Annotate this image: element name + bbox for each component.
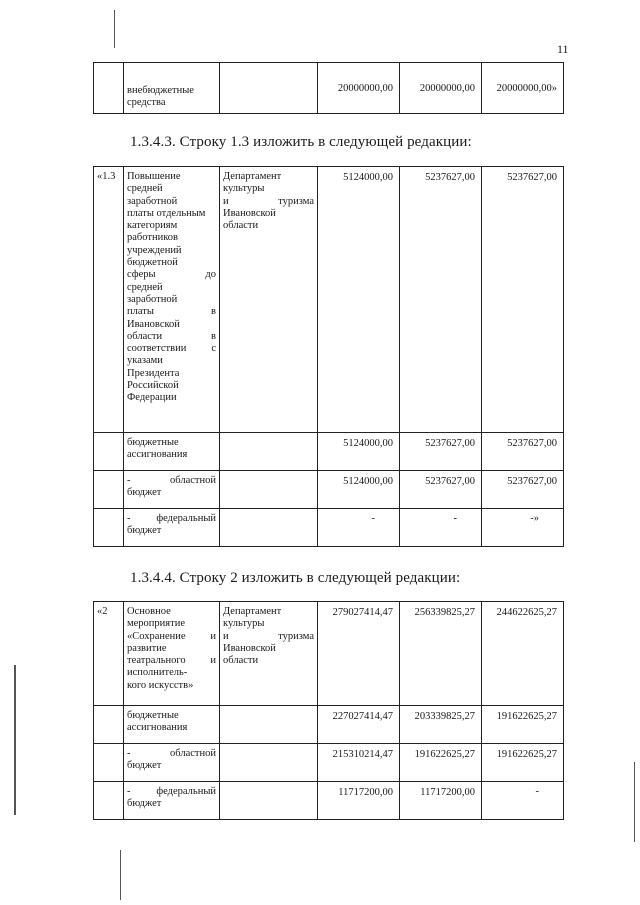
value-cell: 215310214,47 <box>318 744 400 782</box>
scan-artifact-line <box>120 850 121 900</box>
value-cell: 5124000,00 <box>318 471 400 509</box>
value-cell: 191622625,27 <box>482 744 564 782</box>
value-cell: 5124000,00 <box>318 167 400 433</box>
value-cell: 11717200,00 <box>400 782 482 820</box>
row-label: бюджетные ассигнования <box>124 706 220 744</box>
value-cell: 191622625,27 <box>400 744 482 782</box>
value-cell: 244622625,27 <box>482 602 564 706</box>
row-name-cell: Основное мероприятие «Сохранение и развитие театрального и исполнитель- кого искусств» <box>124 602 220 706</box>
value-cell: 256339825,27 <box>400 602 482 706</box>
value-cell: - <box>400 509 482 547</box>
table-row <box>94 471 564 509</box>
top-table <box>93 62 564 114</box>
department-cell: Департамент культуры и туризма Ивановской области <box>220 167 318 433</box>
value-cell: 5237627,00 <box>482 433 564 471</box>
page-number: 11 <box>557 42 569 56</box>
table-row <box>94 744 564 782</box>
row-code: «2 <box>94 602 124 706</box>
value-cell: 227027414,47 <box>318 706 400 744</box>
section-1-table <box>93 166 564 547</box>
row-label: внебюджетные средства <box>127 85 194 109</box>
value-cell: 20000000,00 <box>400 63 482 114</box>
row-label: - областной бюджет <box>124 471 220 509</box>
value-cell: 20000000,00 <box>318 63 400 114</box>
table-row <box>94 706 564 744</box>
table-cell <box>124 63 220 114</box>
table-row <box>94 782 564 820</box>
value-cell: 5237627,00 <box>400 167 482 433</box>
value-cell: 5237627,00 <box>482 167 564 433</box>
value-cell: - <box>482 782 564 820</box>
value-cell: 279027414,47 <box>318 602 400 706</box>
section-heading-2: 1.3.4.4. Строку 2 изложить в следующей редакции: <box>130 570 461 586</box>
table-row <box>94 433 564 471</box>
value-cell: 191622625,27 <box>482 706 564 744</box>
row-label: бюджетные ассигнования <box>124 433 220 471</box>
department-cell: Департамент культуры и туризма Ивановской области <box>220 602 318 706</box>
scan-artifact-line <box>14 665 16 815</box>
value-cell: 11717200,00 <box>318 782 400 820</box>
table-row <box>94 167 564 433</box>
row-label: - областной бюджет <box>124 744 220 782</box>
table-cell <box>220 63 318 114</box>
value-cell: 5124000,00 <box>318 433 400 471</box>
scan-artifact-line <box>114 10 115 48</box>
row-code: «1.3 <box>94 167 124 433</box>
section-heading-1: 1.3.4.3. Строку 1.3 изложить в следующей редакции: <box>130 134 472 150</box>
value-cell: 5237627,00 <box>400 471 482 509</box>
row-name-cell: Повышение средней заработной платы отдельным категориям работников учреждений бюджетной сферы до средней заработной платы в Ивановской области в соответствии с указами Президента Российской Федерации <box>124 167 220 433</box>
value-cell: -» <box>482 509 564 547</box>
table-cell <box>94 63 124 114</box>
value-cell: 5237627,00 <box>482 471 564 509</box>
value-cell: 203339825,27 <box>400 706 482 744</box>
section-2-table <box>93 601 564 820</box>
row-label: - федеральный бюджет <box>124 782 220 820</box>
row-label: - федеральный бюджет <box>124 509 220 547</box>
table-row <box>94 509 564 547</box>
scan-artifact-line <box>634 762 635 842</box>
value-cell: 5237627,00 <box>400 433 482 471</box>
table-row <box>94 602 564 706</box>
table-row <box>94 63 564 114</box>
value-cell: 20000000,00» <box>482 63 564 114</box>
value-cell: - <box>318 509 400 547</box>
